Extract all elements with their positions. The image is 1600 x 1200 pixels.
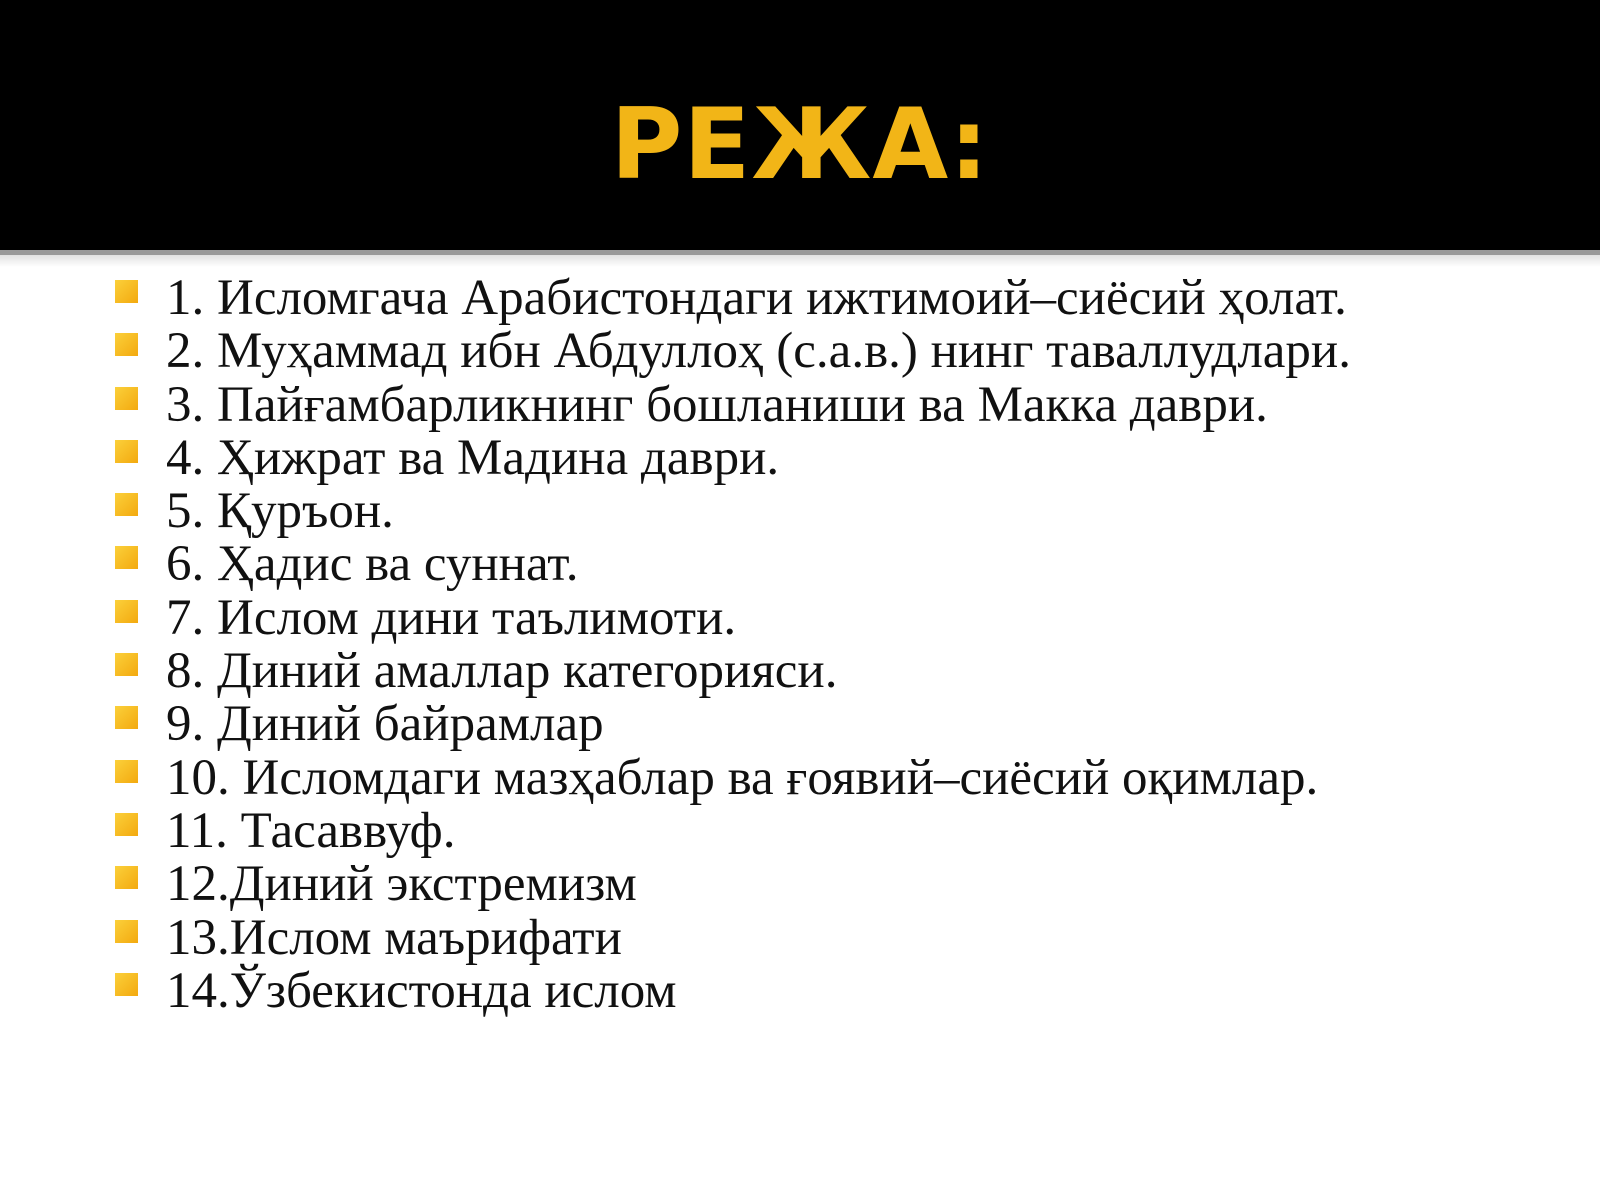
agenda-item-text: 14.Ўзбекистонда ислом <box>166 962 677 1019</box>
agenda-item-text: 7. Ислом дини таълимоти. <box>166 589 737 646</box>
agenda-item-text: 8. Диний амаллар категорияси. <box>166 643 838 700</box>
agenda-item <box>0 802 1600 859</box>
agenda-item-text: 3. Пайғамбарликнинг бошланиши ва Макка даври. <box>166 376 1268 433</box>
agenda-item <box>0 645 1600 698</box>
square-bullet-icon <box>115 493 138 516</box>
square-bullet-icon <box>115 866 138 889</box>
square-bullet-icon <box>115 653 138 676</box>
agenda-item <box>0 376 1600 433</box>
agenda-item <box>0 429 1600 486</box>
agenda-item <box>0 749 1600 806</box>
agenda-item <box>0 589 1600 646</box>
square-bullet-icon <box>115 813 138 836</box>
square-bullet-icon <box>115 546 138 569</box>
agenda-item <box>0 538 1600 591</box>
agenda-item-text: 12.Диний экстремизм <box>166 856 637 913</box>
title-band <box>0 0 1600 250</box>
square-bullet-icon <box>115 333 138 356</box>
agenda-item <box>0 325 1600 378</box>
agenda-list <box>0 272 1600 1018</box>
agenda-item-text: 6. Ҳадис ва суннат. <box>166 536 579 593</box>
agenda-item-text: 4. Ҳижрат ва Мадина даври. <box>166 429 780 486</box>
agenda-item <box>0 962 1600 1019</box>
slide-title: РЕЖА: <box>610 88 990 202</box>
agenda-item <box>0 909 1600 966</box>
square-bullet-icon <box>115 600 138 623</box>
agenda-item-text: 13.Ислом маърифати <box>166 909 622 966</box>
agenda-item <box>0 485 1600 538</box>
agenda-item-text: 5. Қуръон. <box>166 483 394 540</box>
agenda-item <box>0 698 1600 751</box>
agenda-item-text: 11. Тасаввуф. <box>166 802 456 859</box>
agenda-item-text: 1. Исломгача Арабистондаги ижтимоий–сиёсий ҳолат. <box>166 270 1347 326</box>
square-bullet-icon <box>115 706 138 729</box>
square-bullet-icon <box>115 760 138 783</box>
title-divider-shadow <box>0 255 1600 267</box>
agenda-item-text: 2. Муҳаммад ибн Абдуллоҳ (с.а.в.) нинг таваллудлари. <box>166 323 1351 380</box>
agenda-item <box>0 272 1600 325</box>
square-bullet-icon <box>115 920 138 943</box>
square-bullet-icon <box>115 280 138 303</box>
square-bullet-icon <box>115 440 138 463</box>
agenda-item-text: 9. Диний байрамлар <box>166 696 604 753</box>
agenda-item <box>0 858 1600 911</box>
square-bullet-icon <box>115 973 138 996</box>
agenda-item-text: 10. Исломдаги мазҳаблар ва ғоявий–сиёсий оқимлар. <box>166 749 1319 806</box>
square-bullet-icon <box>115 387 138 410</box>
